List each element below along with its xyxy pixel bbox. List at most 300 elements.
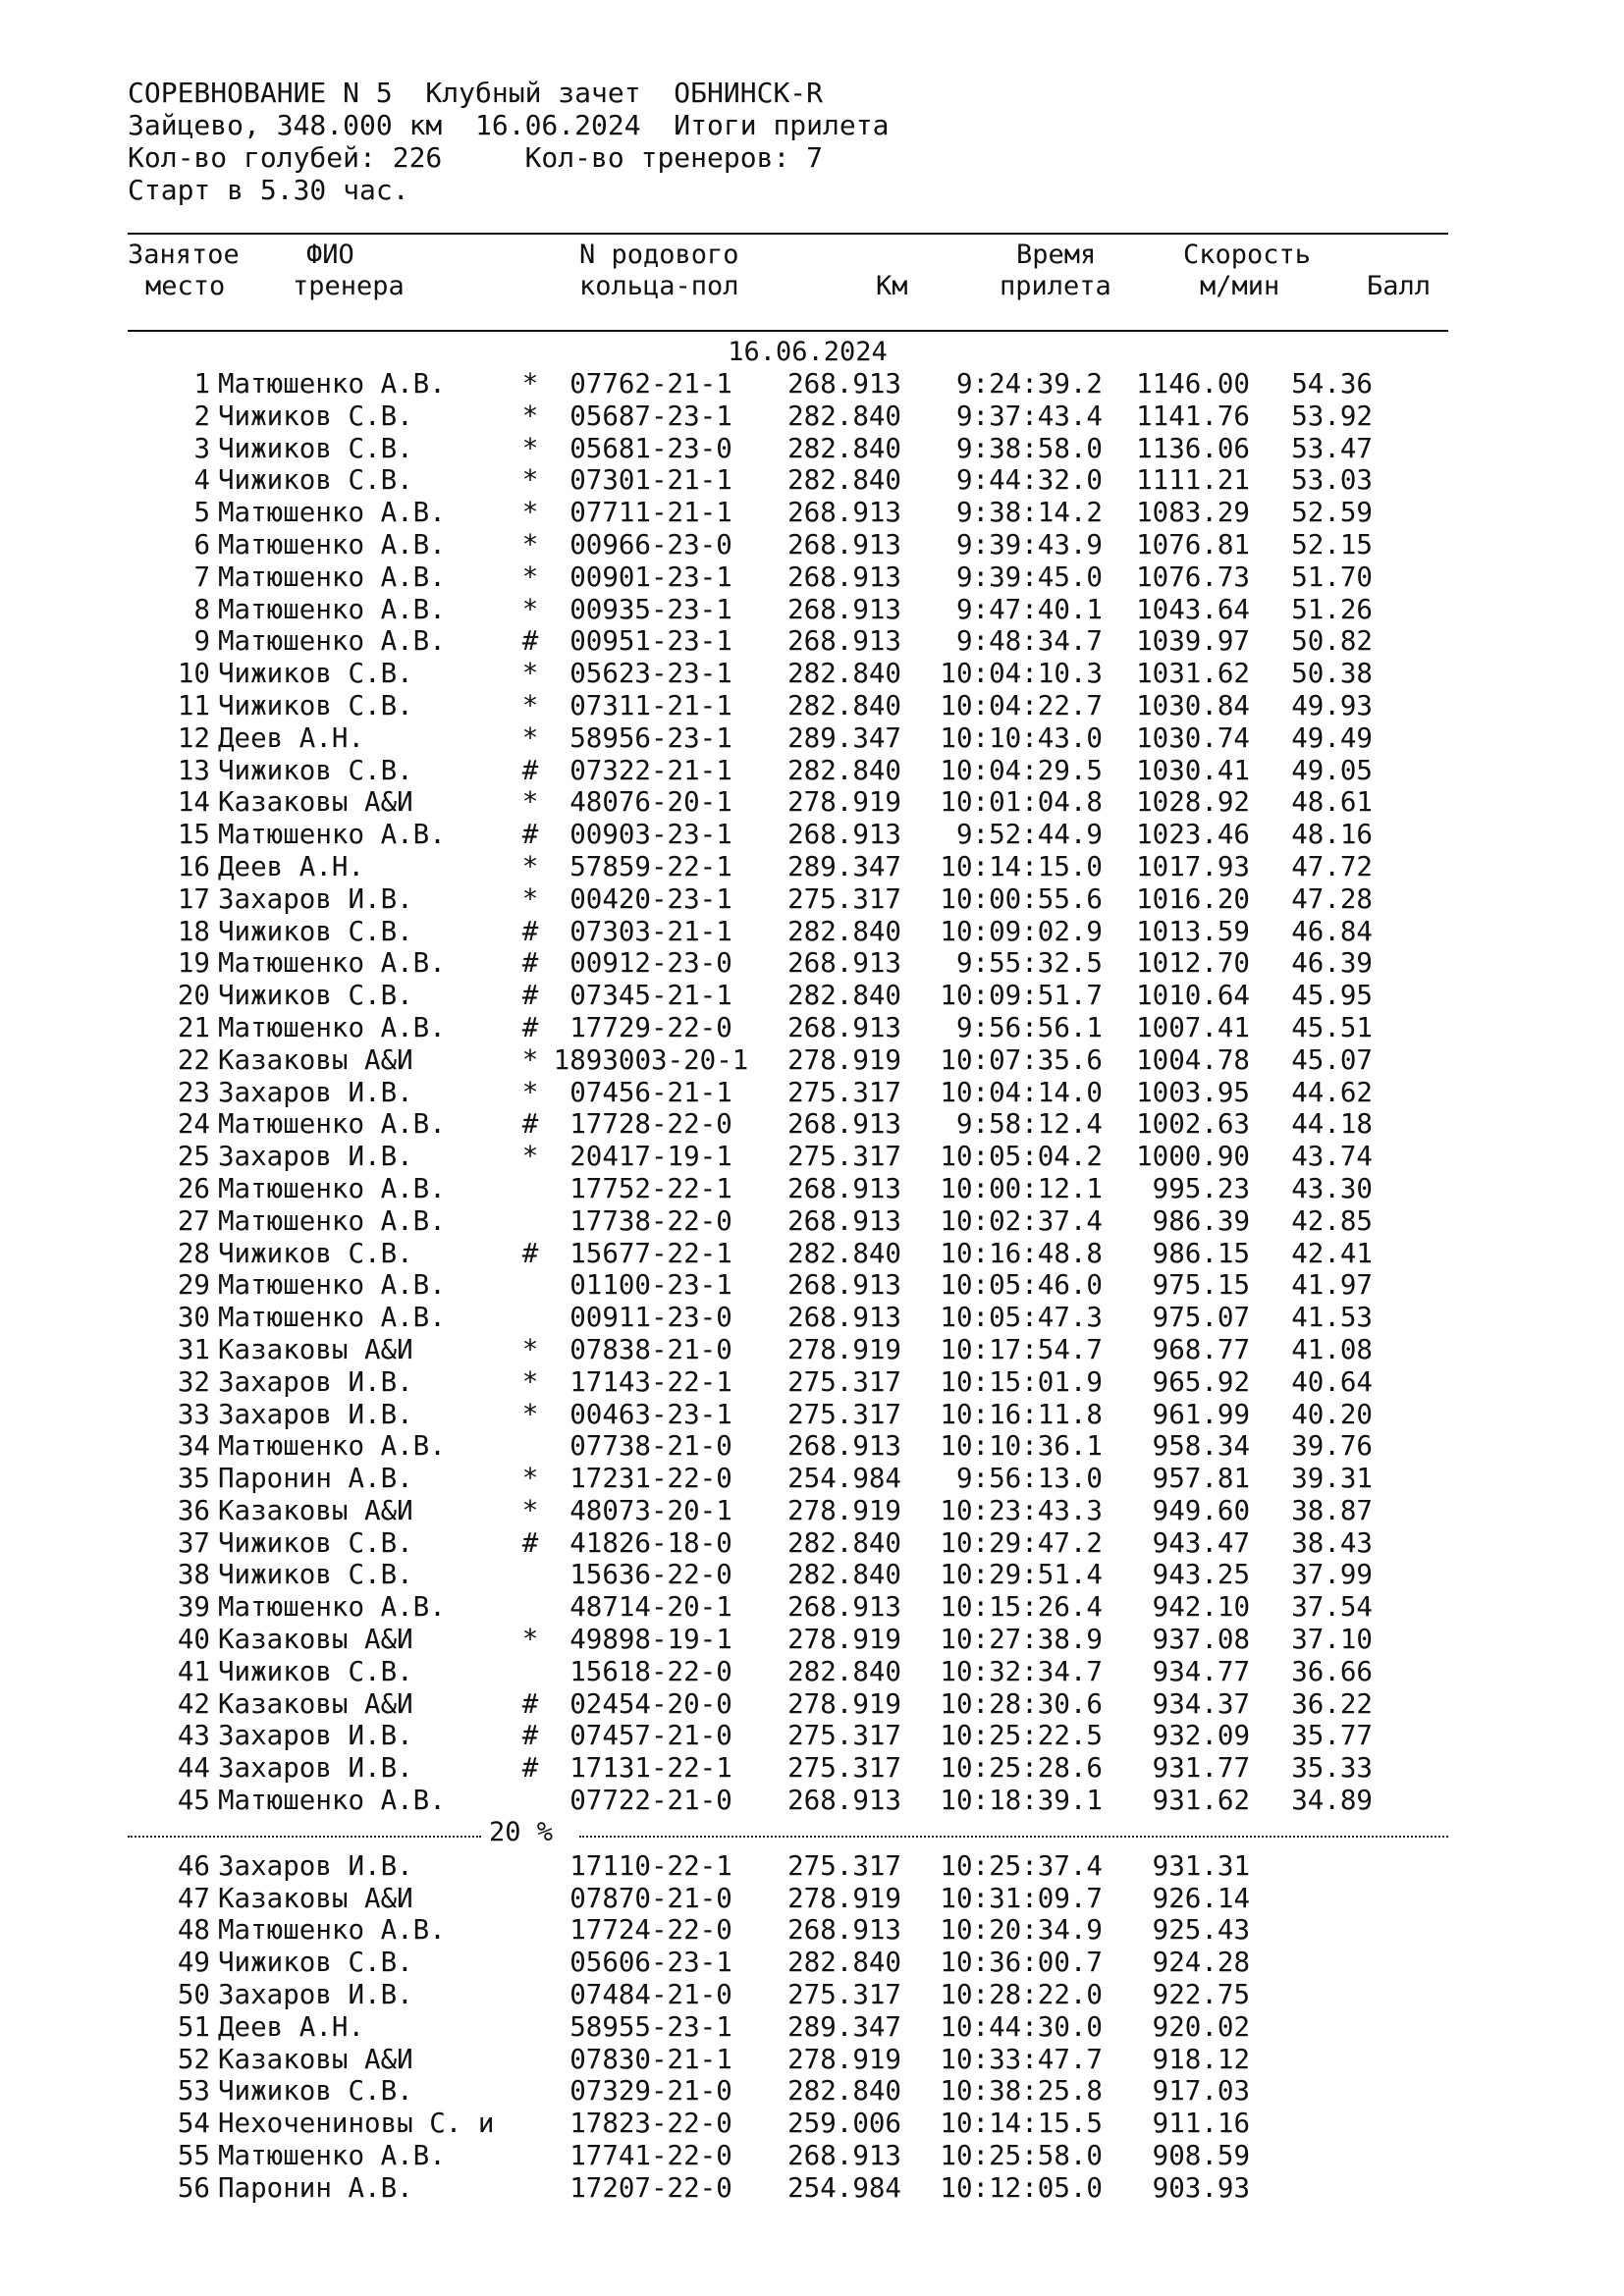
cell-trainer: Деев А.Н. <box>218 721 365 754</box>
cell-trainer: Казаковы А&И <box>218 786 413 819</box>
cell-km: 282.840 <box>787 915 901 947</box>
cell-score: 45.07 <box>1291 1043 1373 1076</box>
cell-place: 47 <box>177 1882 210 1914</box>
cell-km: 275.317 <box>787 1365 901 1398</box>
cell-place: 12 <box>177 721 210 754</box>
cell-arrival-time: 10:15:26.4 <box>940 1591 1103 1624</box>
cell-km: 282.840 <box>787 1655 901 1687</box>
cell-arrival-time: 10:04:14.0 <box>940 1076 1103 1108</box>
cell-speed: 1004.78 <box>1136 1043 1250 1076</box>
cell-speed: 931.77 <box>1152 1752 1250 1785</box>
cell-mark: * <box>521 528 539 561</box>
cell-speed: 968.77 <box>1152 1333 1250 1365</box>
cell-km: 254.984 <box>787 1463 901 1495</box>
cell-speed: 1083.29 <box>1136 497 1250 529</box>
cell-km: 268.913 <box>787 819 901 851</box>
result-row <box>128 1108 1373 1141</box>
cell-place: 36 <box>177 1494 210 1526</box>
cell-mark: * <box>521 1043 539 1076</box>
cell-trainer: Деев А.Н. <box>218 850 365 882</box>
cell-trainer: Чижиков С.В. <box>218 1237 413 1269</box>
cell-trainer: Чижиков С.В. <box>218 689 413 721</box>
cell-mark <box>513 2011 548 2044</box>
counts-info: Кол-во голубей: 226 Кол-во тренеров: 7 <box>128 141 824 174</box>
cell-km: 268.913 <box>787 497 901 529</box>
cell-speed: 1013.59 <box>1136 915 1250 947</box>
cell-place: 17 <box>177 882 210 915</box>
result-row <box>128 625 1373 658</box>
cell-km: 268.913 <box>787 2140 901 2172</box>
cell-place: 15 <box>177 819 210 851</box>
cell-mark: * <box>521 1076 539 1108</box>
cell-trainer: Чижиков С.В. <box>218 754 413 786</box>
cell-arrival-time: 10:29:51.4 <box>940 1559 1103 1591</box>
cell-arrival-time: 10:29:47.2 <box>940 1526 1103 1559</box>
result-row <box>128 1302 1373 1334</box>
cell-ring: 00951-23-1 <box>569 625 732 658</box>
cell-speed: 986.39 <box>1152 1204 1250 1237</box>
cell-speed: 1007.41 <box>1136 1011 1250 1043</box>
result-row <box>128 1785 1373 1817</box>
cell-ring: 07456-21-1 <box>569 1076 732 1108</box>
result-row <box>128 1624 1373 1656</box>
result-row <box>128 883 1373 916</box>
cell-ring: 00903-23-1 <box>569 819 732 851</box>
cell-km: 278.919 <box>787 1494 901 1526</box>
cell-arrival-time: 10:02:37.4 <box>940 1204 1103 1237</box>
cell-trainer: Чижиков С.В. <box>218 658 413 690</box>
result-row <box>128 1205 1373 1238</box>
cell-place: 38 <box>177 1559 210 1591</box>
col-score: Балл <box>1367 271 1432 301</box>
col-ring-line1: N родового <box>579 240 739 270</box>
cell-speed: 1002.63 <box>1136 1108 1250 1141</box>
cell-score: 54.36 <box>1291 368 1373 400</box>
cell-arrival-time: 9:58:12.4 <box>955 1108 1103 1141</box>
cell-score <box>1250 1883 1373 1915</box>
cell-place: 42 <box>177 1687 210 1720</box>
cell-km: 282.840 <box>787 432 901 464</box>
cell-score: 44.18 <box>1291 1108 1373 1141</box>
cell-trainer: Захаров И.В. <box>218 1076 413 1108</box>
cell-km: 282.840 <box>787 1237 901 1269</box>
result-row <box>128 1269 1373 1302</box>
cell-speed: 926.14 <box>1152 1882 1250 1914</box>
cell-speed: 1003.95 <box>1136 1076 1250 1108</box>
cell-place: 18 <box>177 915 210 947</box>
result-row <box>128 1012 1373 1044</box>
result-row <box>128 786 1373 819</box>
cell-mark: * <box>521 561 539 593</box>
cell-speed: 943.47 <box>1152 1526 1250 1559</box>
cell-trainer: Захаров И.В. <box>218 1849 413 1882</box>
cell-speed: 1028.92 <box>1136 786 1250 819</box>
cell-arrival-time: 10:04:22.7 <box>940 689 1103 721</box>
cell-ring: 07838-21-0 <box>569 1333 732 1365</box>
cell-ring: 17110-22-1 <box>569 1849 732 1882</box>
cell-place: 55 <box>177 2140 210 2172</box>
cell-mark: # <box>521 1526 539 1559</box>
cell-score <box>1250 2075 1373 2108</box>
results-table-bottom <box>128 1850 1373 2205</box>
cell-place: 20 <box>177 980 210 1012</box>
result-row <box>128 1334 1373 1366</box>
cell-place: 41 <box>177 1655 210 1687</box>
cell-score: 38.87 <box>1291 1494 1373 1526</box>
cell-trainer: Паронин А.В. <box>218 1463 413 1495</box>
cell-mark <box>513 2140 548 2172</box>
cell-speed: 965.92 <box>1152 1365 1250 1398</box>
cell-km: 278.919 <box>787 786 901 819</box>
result-row <box>128 368 1373 400</box>
cell-arrival-time: 10:12:05.0 <box>940 2171 1103 2204</box>
cell-ring: 00911-23-0 <box>569 1302 732 1334</box>
cell-ring: 00420-23-1 <box>569 882 732 915</box>
cell-km: 282.840 <box>787 1947 901 1979</box>
cell-trainer: Матюшенко А.В. <box>218 497 446 529</box>
cell-km: 282.840 <box>787 464 901 497</box>
result-row <box>128 594 1373 626</box>
cell-ring: 57859-22-1 <box>569 850 732 882</box>
result-row <box>128 1591 1373 1624</box>
cell-trainer: Чижиков С.В. <box>218 980 413 1012</box>
cell-speed: 931.31 <box>1152 1849 1250 1882</box>
result-row <box>128 947 1373 980</box>
cell-score: 42.85 <box>1291 1204 1373 1237</box>
cell-score: 40.64 <box>1291 1365 1373 1398</box>
cell-place: 5 <box>193 497 210 529</box>
cell-place: 45 <box>177 1785 210 1817</box>
cell-mark: * <box>521 882 539 915</box>
cell-km: 268.913 <box>787 593 901 625</box>
cell-score: 50.38 <box>1291 658 1373 690</box>
cell-trainer: Чижиков С.В. <box>218 1947 413 1979</box>
cell-ring: 17823-22-0 <box>569 2108 732 2140</box>
result-row <box>128 1044 1373 1077</box>
cell-place: 13 <box>177 754 210 786</box>
result-row <box>128 1979 1373 2011</box>
cell-speed: 903.93 <box>1152 2171 1250 2204</box>
cell-km: 289.347 <box>787 850 901 882</box>
result-row <box>128 433 1373 465</box>
cell-place: 19 <box>177 947 210 980</box>
cell-place: 54 <box>177 2108 210 2140</box>
separator-line-left <box>128 1836 481 1838</box>
cell-ring: 02454-20-0 <box>569 1687 732 1720</box>
cell-ring: 41826-18-0 <box>569 1526 732 1559</box>
cell-km: 275.317 <box>787 1752 901 1785</box>
cell-ring: 17143-22-1 <box>569 1365 732 1398</box>
cell-speed: 922.75 <box>1152 1979 1250 2011</box>
result-row <box>128 1430 1373 1463</box>
cell-place: 46 <box>177 1849 210 1882</box>
col-ring-line2: кольца-пол <box>579 271 739 301</box>
cell-ring: 17729-22-0 <box>569 1011 732 1043</box>
cell-trainer: Матюшенко А.В. <box>218 1914 446 1947</box>
cell-km: 268.913 <box>787 368 901 400</box>
cell-km: 268.913 <box>787 1591 901 1624</box>
cell-arrival-time: 10:31:09.7 <box>940 1882 1103 1914</box>
cell-speed: 1000.90 <box>1136 1141 1250 1173</box>
cell-ring: 07322-21-1 <box>569 754 732 786</box>
cell-score: 43.74 <box>1291 1141 1373 1173</box>
cell-speed: 957.81 <box>1152 1463 1250 1495</box>
cell-arrival-time: 10:04:10.3 <box>940 658 1103 690</box>
result-row <box>128 1914 1373 1947</box>
cell-speed: 925.43 <box>1152 1914 1250 1947</box>
cell-ring: 07311-21-1 <box>569 689 732 721</box>
cell-place: 30 <box>177 1302 210 1334</box>
result-row <box>128 658 1373 690</box>
cell-speed: 942.10 <box>1152 1591 1250 1624</box>
cell-arrival-time: 10:17:54.7 <box>940 1333 1103 1365</box>
cell-km: 275.317 <box>787 1398 901 1430</box>
cell-speed: 1146.00 <box>1136 368 1250 400</box>
start-time: Старт в 5.30 час. <box>128 174 409 206</box>
cell-trainer: Чижиков С.В. <box>218 432 413 464</box>
cell-ring: 00912-23-0 <box>569 947 732 980</box>
cell-arrival-time: 10:10:43.0 <box>940 721 1103 754</box>
cell-score: 53.03 <box>1291 464 1373 497</box>
cell-km: 282.840 <box>787 2075 901 2108</box>
cell-arrival-time: 10:05:46.0 <box>940 1269 1103 1302</box>
cell-mark <box>513 1173 548 1205</box>
cell-score <box>1250 1947 1373 1979</box>
cell-km: 268.913 <box>787 1430 901 1463</box>
cell-speed: 975.07 <box>1152 1302 1250 1334</box>
cell-speed: 937.08 <box>1152 1624 1250 1656</box>
cell-ring: 00463-23-1 <box>569 1398 732 1430</box>
cell-mark: * <box>521 432 539 464</box>
col-speed-line2: м/мин <box>1200 271 1280 301</box>
result-row <box>128 1883 1373 1915</box>
cell-ring: 17131-22-1 <box>569 1752 732 1785</box>
cell-arrival-time: 10:28:22.0 <box>940 1979 1103 2011</box>
result-row <box>128 2172 1373 2205</box>
cell-score <box>1250 1979 1373 2011</box>
cell-score: 35.33 <box>1291 1752 1373 1785</box>
cell-trainer: Казаковы А&И <box>218 2043 413 2075</box>
cell-km: 278.919 <box>787 1333 901 1365</box>
cell-speed: 995.23 <box>1152 1172 1250 1204</box>
cell-ring: 07457-21-0 <box>569 1720 732 1752</box>
results-table-top <box>128 368 1373 1817</box>
cell-speed: 1111.21 <box>1136 464 1250 497</box>
cell-arrival-time: 9:37:43.4 <box>955 400 1103 432</box>
cell-score: 52.15 <box>1291 528 1373 561</box>
results-document <box>128 77 1448 2205</box>
cell-ring: 07830-21-1 <box>569 2043 732 2075</box>
cell-speed: 958.34 <box>1152 1430 1250 1463</box>
cell-ring: 00935-23-1 <box>569 593 732 625</box>
cell-trainer: Матюшенко А.В. <box>218 1302 446 1334</box>
result-row <box>128 1559 1373 1591</box>
cell-mark: * <box>521 1333 539 1365</box>
cell-mark <box>513 1269 548 1302</box>
cell-score: 46.84 <box>1291 915 1373 947</box>
result-row <box>128 497 1373 529</box>
cell-speed: 917.03 <box>1152 2075 1250 2108</box>
cell-ring: 48076-20-1 <box>569 786 732 819</box>
cell-ring: 17728-22-0 <box>569 1108 732 1141</box>
cell-score: 47.72 <box>1291 850 1373 882</box>
cell-place: 50 <box>177 1979 210 2011</box>
cell-place: 25 <box>177 1141 210 1173</box>
result-row <box>128 1527 1373 1560</box>
cell-speed: 920.02 <box>1152 2010 1250 2043</box>
cell-km: 275.317 <box>787 1979 901 2011</box>
cell-ring: 07722-21-0 <box>569 1785 732 1817</box>
cell-km: 275.317 <box>787 1849 901 1882</box>
cell-score: 52.59 <box>1291 497 1373 529</box>
cell-mark: * <box>521 1463 539 1495</box>
cell-arrival-time: 10:20:34.9 <box>940 1914 1103 1947</box>
cell-trainer: Матюшенко А.В. <box>218 1785 446 1817</box>
cell-trainer: Матюшенко А.В. <box>218 1269 446 1302</box>
cell-km: 282.840 <box>787 754 901 786</box>
cell-place: 53 <box>177 2075 210 2108</box>
cell-km: 254.984 <box>787 2171 901 2204</box>
cell-mark <box>513 2172 548 2205</box>
cell-place: 52 <box>177 2043 210 2075</box>
result-row <box>128 1688 1373 1721</box>
cell-place: 33 <box>177 1398 210 1430</box>
cell-score: 41.97 <box>1291 1269 1373 1302</box>
cell-trainer: Чижиков С.В. <box>218 400 413 432</box>
cell-trainer: Деев А.Н. <box>218 2010 365 2043</box>
cell-trainer: Казаковы А&И <box>218 1333 413 1365</box>
cell-km: 268.913 <box>787 561 901 593</box>
result-row <box>128 561 1373 594</box>
cell-score: 46.39 <box>1291 947 1373 980</box>
cell-trainer: Казаковы А&И <box>218 1882 413 1914</box>
results-top-body <box>128 368 1373 1817</box>
result-row <box>128 1752 1373 1785</box>
result-row <box>128 722 1373 755</box>
result-row <box>128 1947 1373 1979</box>
cell-ring: 49898-19-1 <box>569 1624 732 1656</box>
cell-mark: * <box>521 850 539 882</box>
cell-speed: 1017.93 <box>1136 850 1250 882</box>
col-speed-line1: Скорость <box>1183 240 1312 270</box>
cell-place: 32 <box>177 1365 210 1398</box>
cell-km: 282.840 <box>787 689 901 721</box>
cell-trainer: Матюшенко А.В. <box>218 819 446 851</box>
cell-trainer: Паронин А.В. <box>218 2171 413 2204</box>
cell-mark <box>513 1850 548 1883</box>
cell-place: 51 <box>177 2010 210 2043</box>
cell-mark: * <box>521 464 539 497</box>
cell-place: 39 <box>177 1591 210 1624</box>
cell-ring: 01100-23-1 <box>569 1269 732 1302</box>
cell-mark <box>513 1785 548 1817</box>
cell-score: 51.70 <box>1291 561 1373 593</box>
cell-mark: # <box>521 754 539 786</box>
cell-place: 4 <box>193 464 210 497</box>
cell-score: 48.16 <box>1291 819 1373 851</box>
cell-arrival-time: 9:56:56.1 <box>955 1011 1103 1043</box>
cell-ring: 05681-23-0 <box>569 432 732 464</box>
cell-km: 268.913 <box>787 1204 901 1237</box>
cell-score: 48.61 <box>1291 786 1373 819</box>
cell-speed: 934.37 <box>1152 1687 1250 1720</box>
cell-ring: 07762-21-1 <box>569 368 732 400</box>
cell-place: 21 <box>177 1011 210 1043</box>
cell-km: 282.840 <box>787 1559 901 1591</box>
race-info: Зайцево, 348.000 км 16.06.2024 Итоги прилета <box>128 109 890 141</box>
cell-km: 275.317 <box>787 1720 901 1752</box>
cell-score: 37.10 <box>1291 1624 1373 1656</box>
cell-ring: 15677-22-1 <box>569 1237 732 1269</box>
cell-arrival-time: 9:55:32.5 <box>955 947 1103 980</box>
cell-trainer: Матюшенко А.В. <box>218 625 446 658</box>
cell-trainer: Матюшенко А.В. <box>218 1430 446 1463</box>
cell-ring: 15618-22-0 <box>569 1655 732 1687</box>
cell-score <box>1250 1850 1373 1883</box>
cell-mark <box>513 1205 548 1238</box>
cell-km: 268.913 <box>787 1269 901 1302</box>
cell-speed: 949.60 <box>1152 1494 1250 1526</box>
cell-score: 40.20 <box>1291 1398 1373 1430</box>
cell-place: 2 <box>193 400 210 432</box>
cell-trainer: Захаров И.В. <box>218 1365 413 1398</box>
cell-ring: 07329-21-0 <box>569 2075 732 2108</box>
cell-ring: 1893003-20-1 <box>553 1043 749 1076</box>
result-row <box>128 2140 1373 2172</box>
cell-arrival-time: 10:07:35.6 <box>940 1043 1103 1076</box>
cell-mark: * <box>521 1365 539 1398</box>
cell-place: 14 <box>177 786 210 819</box>
cell-km: 268.913 <box>787 1108 901 1141</box>
cell-place: 3 <box>193 432 210 464</box>
cell-place: 35 <box>177 1463 210 1495</box>
cell-arrival-time: 10:36:00.7 <box>940 1947 1103 1979</box>
cell-ring: 00966-23-0 <box>569 528 732 561</box>
cell-speed: 1136.06 <box>1136 432 1250 464</box>
cell-arrival-time: 9:38:58.0 <box>955 432 1103 464</box>
cell-km: 275.317 <box>787 1076 901 1108</box>
cell-trainer: Матюшенко А.В. <box>218 1172 446 1204</box>
cell-score: 47.28 <box>1291 882 1373 915</box>
cell-ring: 48714-20-1 <box>569 1591 732 1624</box>
cell-arrival-time: 9:48:34.7 <box>955 625 1103 658</box>
result-row <box>128 529 1373 561</box>
cell-arrival-time: 9:39:43.9 <box>955 528 1103 561</box>
cell-place: 37 <box>177 1526 210 1559</box>
cell-trainer: Захаров И.В. <box>218 1720 413 1752</box>
cell-trainer: Матюшенко А.В. <box>218 2140 446 2172</box>
col-place-line2: место <box>145 271 226 301</box>
cell-arrival-time: 10:09:02.9 <box>940 915 1103 947</box>
cell-mark <box>513 1302 548 1334</box>
cell-trainer: Матюшенко А.В. <box>218 368 446 400</box>
cell-mark: # <box>521 1687 539 1720</box>
result-row <box>128 755 1373 787</box>
cell-mark: # <box>521 1011 539 1043</box>
cell-trainer: Захаров И.В. <box>218 1141 413 1173</box>
cell-ring: 05606-23-1 <box>569 1947 732 1979</box>
cell-arrival-time: 10:14:15.5 <box>940 2108 1103 2140</box>
cell-arrival-time: 9:39:45.0 <box>955 561 1103 593</box>
cell-speed: 943.25 <box>1152 1559 1250 1591</box>
cell-trainer: Нехочениновы С. и <box>218 2108 495 2140</box>
cell-arrival-time: 10:32:34.7 <box>940 1655 1103 1687</box>
cell-arrival-time: 10:00:55.6 <box>940 882 1103 915</box>
cell-trainer: Чижиков С.В. <box>218 2075 413 2108</box>
cell-ring: 07303-21-1 <box>569 915 732 947</box>
cell-trainer: Казаковы А&И <box>218 1624 413 1656</box>
cell-score: 49.05 <box>1291 754 1373 786</box>
